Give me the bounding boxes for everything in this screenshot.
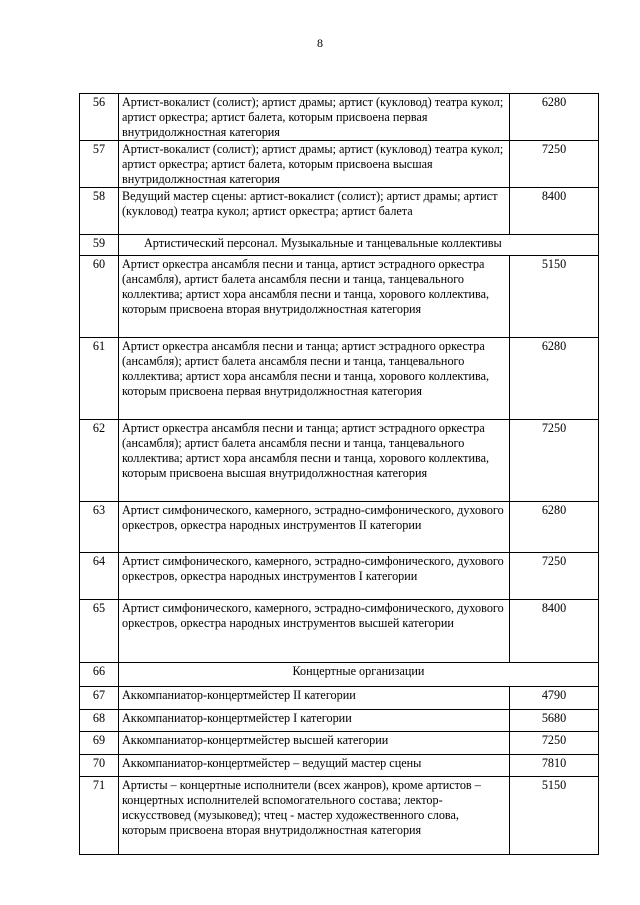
table-row bbox=[80, 710, 599, 732]
row-number: 65 bbox=[80, 600, 119, 663]
table-row bbox=[80, 420, 599, 502]
table-row bbox=[80, 141, 599, 188]
row-description: Аккомпаниатор-концертмейстер II категории bbox=[119, 687, 510, 710]
row-description: Артисты – концертные исполнители (всех жанров), кроме артистов – концертных исполнителей вспомогательного состава; лектор-искусствовед (музыковед); чтец - мастер художественного слова, которым присвоена вторая внутридолжностная категория bbox=[119, 777, 510, 855]
row-description: Аккомпаниатор-концертмейстер – ведущий мастер сцены bbox=[119, 755, 510, 777]
row-value: 5680 bbox=[510, 710, 599, 732]
row-number: 66 bbox=[80, 663, 119, 687]
row-number: 62 bbox=[80, 420, 119, 502]
row-value: 7250 bbox=[510, 141, 599, 188]
row-description: Артист-вокалист (солист); артист драмы; артист (кукловод) театра кукол; артист оркестра; артист балета, которым присвоена высшая внутридолжностная категория bbox=[119, 141, 510, 188]
row-value: 5150 bbox=[510, 777, 599, 855]
row-value: 7250 bbox=[510, 420, 599, 502]
table-row bbox=[80, 777, 599, 855]
row-value: 6280 bbox=[510, 338, 599, 420]
table-row bbox=[80, 755, 599, 777]
section-row bbox=[80, 663, 599, 687]
row-description: Артист симфонического, камерного, эстрадно-симфонического, духового оркестров, оркестра народных инструментов I категории bbox=[119, 553, 510, 600]
table-row bbox=[80, 732, 599, 755]
row-value: 8400 bbox=[510, 600, 599, 663]
row-number: 63 bbox=[80, 502, 119, 553]
row-value: 7810 bbox=[510, 755, 599, 777]
row-value: 6280 bbox=[510, 94, 599, 141]
row-value: 4790 bbox=[510, 687, 599, 710]
row-value: 8400 bbox=[510, 188, 599, 235]
row-description: Артист оркестра ансамбля песни и танца, артист эстрадного оркестра (ансамбля), артист балета ансамбля песни и танца, танцевального коллектива; артист хора ансамбля песни и танца, хорового коллектива, которым присвоена вторая внутридолжностная категория bbox=[119, 256, 510, 338]
page-number: 8 bbox=[317, 36, 323, 50]
row-number: 58 bbox=[80, 188, 119, 235]
row-number: 60 bbox=[80, 256, 119, 338]
row-number: 70 bbox=[80, 755, 119, 777]
table-row bbox=[80, 687, 599, 710]
row-value: 7250 bbox=[510, 553, 599, 600]
table-row bbox=[80, 600, 599, 663]
row-description: Артист оркестра ансамбля песни и танца; артист эстрадного оркестра (ансамбля); артист балета ансамбля песни и танца, танцевального коллектива; артист хора ансамбля песни и танца, хорового коллектива, которым присвоена первая внутридолжностная категория bbox=[119, 338, 510, 420]
row-description: Артист-вокалист (солист); артист драмы; артист (кукловод) театра кукол; артист оркестра; артист балета, которым присвоена первая внутридолжностная категория bbox=[119, 94, 510, 141]
section-row bbox=[80, 235, 599, 256]
row-number: 64 bbox=[80, 553, 119, 600]
row-number: 67 bbox=[80, 687, 119, 710]
row-number: 61 bbox=[80, 338, 119, 420]
row-description: Артист симфонического, камерного, эстрадно-симфонического, духового оркестров, оркестра народных инструментов высшей категории bbox=[119, 600, 510, 663]
row-number: 56 bbox=[80, 94, 119, 141]
table-row bbox=[80, 502, 599, 553]
table-row bbox=[80, 256, 599, 338]
salary-table bbox=[79, 93, 599, 855]
table-row bbox=[80, 553, 599, 600]
table-row bbox=[80, 94, 599, 141]
row-number: 57 bbox=[80, 141, 119, 188]
row-value: 6280 bbox=[510, 502, 599, 553]
row-description: Аккомпаниатор-концертмейстер I категории bbox=[119, 710, 510, 732]
row-description: Артист оркестра ансамбля песни и танца; артист эстрадного оркестра (ансамбля); артист балета ансамбля песни и танца, танцевального коллектива; артист хора ансамбля песни и танца, хорового коллектива, которым присвоена высшая внутридолжностная категория bbox=[119, 420, 510, 502]
row-number: 71 bbox=[80, 777, 119, 855]
section-title: Концертные организации bbox=[119, 663, 599, 687]
table-row bbox=[80, 188, 599, 235]
row-description: Аккомпаниатор-концертмейстер высшей категории bbox=[119, 732, 510, 755]
row-number: 68 bbox=[80, 710, 119, 732]
row-value: 7250 bbox=[510, 732, 599, 755]
section-title: Артистический персонал. Музыкальные и танцевальные коллективы bbox=[119, 235, 599, 256]
row-description: Ведущий мастер сцены: артист-вокалист (солист); артист драмы; артист (кукловод) театра кукол; артист оркестра; артист балета bbox=[119, 188, 510, 235]
row-description: Артист симфонического, камерного, эстрадно-симфонического, духового оркестров, оркестра народных инструментов II категории bbox=[119, 502, 510, 553]
row-number: 59 bbox=[80, 235, 119, 256]
table-row bbox=[80, 338, 599, 420]
row-number: 69 bbox=[80, 732, 119, 755]
row-value: 5150 bbox=[510, 256, 599, 338]
